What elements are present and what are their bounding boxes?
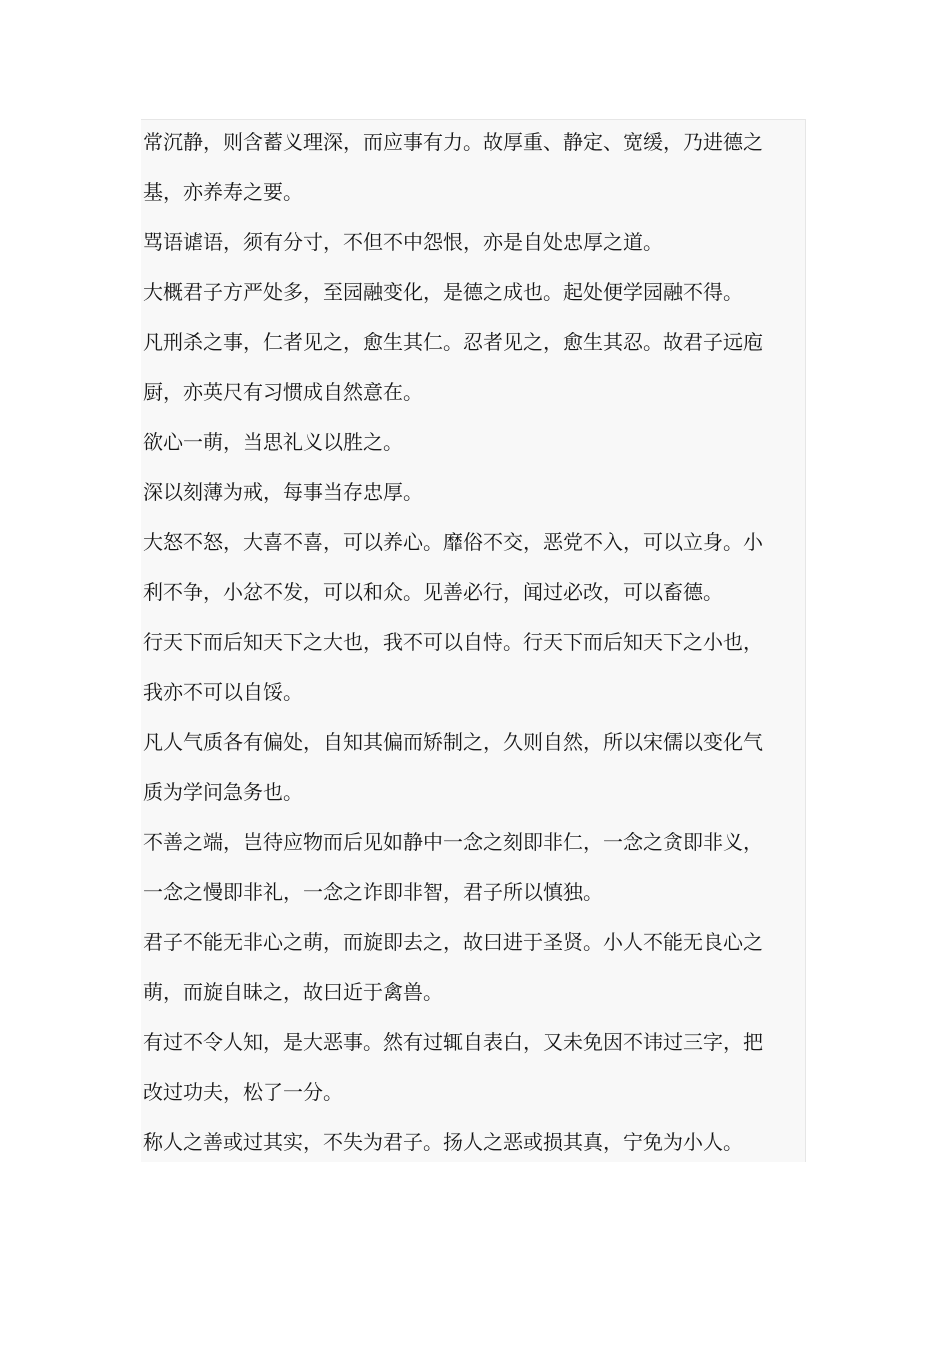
paragraph: 凡人气质各有偏处，自知其偏而矫制之，久则自然，所以宋儒以变化气 质为学问急务也。 [143, 730, 763, 804]
document-body [143, 117, 783, 1167]
paragraph: 深以刻薄为戒，每事当存忠厚。 [143, 480, 423, 504]
paragraph: 称人之善或过其实，不失为君子。扬人之恶或损其真，宁免为小人。 [143, 1130, 743, 1154]
paragraph: 常沉静，则含蓄义理深，而应事有力。故厚重、静定、宽缓，乃进德之 基，亦养寿之要。 [143, 130, 763, 204]
paragraph: 行天下而后知天下之大也，我不可以自恃。行天下而后知天下之小也， 我亦不可以自馁。 [143, 630, 763, 704]
paragraph: 不善之端，岂待应物而后见如静中一念之刻即非仁，一念之贪即非义， 一念之慢即非礼，一念之诈即非智，君子所以慎独。 [143, 830, 763, 904]
paragraph: 大怒不怒，大喜不喜，可以养心。靡俗不交，恶党不入，可以立身。小 利不争，小忿不发，可以和众。见善必行，闻过必改，可以畜德。 [143, 530, 763, 604]
paragraph: 凡刑杀之事，仁者见之，愈生其仁。忍者见之，愈生其忍。故君子远庖 厨，亦英尺有习惯成自然意在。 [143, 330, 763, 404]
paragraph: 骂语谑语，须有分寸，不但不中怨恨，亦是自处忠厚之道。 [143, 230, 663, 254]
paragraph: 有过不令人知，是大恶事。然有过辄自表白，又未免因不讳过三字，把 改过功夫，松了一分。 [143, 1030, 763, 1104]
paragraph: 欲心一萌，当思礼义以胜之。 [143, 430, 403, 454]
paragraph: 君子不能无非心之萌，而旋即去之，故曰进于圣贤。小人不能无良心之 萌，而旋自昧之，故曰近于禽兽。 [143, 930, 763, 1004]
paragraph: 大概君子方严处多，至园融变化，是德之成也。起处便学园融不得。 [143, 280, 743, 304]
